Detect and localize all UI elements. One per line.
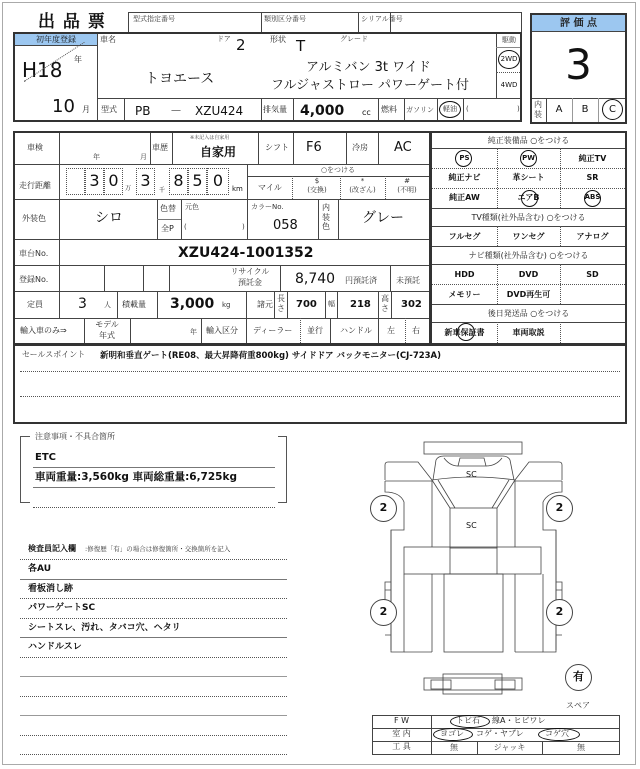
notes-label: 注意事項・不具合箇所	[35, 432, 115, 441]
rear-door	[443, 674, 502, 694]
mileage-digit: 8	[173, 171, 184, 190]
first-reg-year-unit: 年	[74, 55, 82, 64]
door-label: ドア	[217, 35, 231, 43]
height-label: 高さ	[381, 294, 389, 313]
notes-box	[20, 436, 287, 502]
inspector-line: ハンドルスレ	[28, 642, 82, 652]
grade-label: グレード	[340, 35, 368, 43]
front-left-fender	[385, 462, 432, 480]
navi-dvd-play[interactable]: DVD再生可	[506, 290, 551, 299]
inspector-line: シートスレ、汚れ、タバコ穴、ヘタリ	[28, 623, 181, 633]
score-label: 評 価 点	[560, 18, 597, 29]
tire-front-left: 2	[379, 501, 388, 514]
parallel-option[interactable]: 並行	[307, 326, 323, 335]
interior-burn-tear[interactable]: コゲ・ヤブレ	[476, 729, 524, 738]
recycle-value: 8,740	[295, 271, 336, 287]
model-code: XZU424	[195, 104, 244, 118]
spare-value: 有	[573, 670, 584, 683]
first-reg-month: 10	[52, 96, 75, 117]
displacement-unit: cc	[362, 108, 371, 117]
tv-oneseg[interactable]: ワンセグ	[512, 232, 545, 241]
km-unit: km	[232, 185, 243, 193]
fuel-gasoline[interactable]: ガソリン	[406, 106, 434, 114]
fw-crack[interactable]: 線A・ヒビワレ	[492, 716, 546, 725]
inspector-line: 各AU	[28, 564, 51, 574]
cab-rear	[404, 547, 541, 574]
model-year-label-1: モデル	[95, 320, 119, 329]
chassis-value: XZU424-1001352	[178, 245, 314, 261]
chassis-label: 車台No.	[19, 249, 49, 258]
notes-line: ETC	[35, 452, 56, 463]
drive-4wd: 4WD	[500, 81, 518, 89]
mileage-digit: 3	[89, 171, 100, 190]
sales-point-text: 新明和垂直ゲート(RE08、最大昇降荷重800kg) サイドドア バックモニター(CJ-723A)	[100, 351, 442, 361]
tire-rear-left: 2	[379, 605, 388, 618]
handle-label: ハンドル	[340, 326, 372, 335]
capacity-value: 3	[78, 296, 87, 312]
score-value: 3	[565, 40, 592, 89]
front-right-fender	[515, 462, 562, 480]
damage-mark-hood: SC	[466, 470, 477, 479]
history-label: 車歴	[152, 143, 168, 152]
document-title: 出 品 票	[38, 12, 106, 32]
navi-hdd[interactable]: HDD	[454, 270, 475, 279]
shift-value: F6	[306, 140, 322, 155]
grade-line-2: フルジャストロー パワーゲート付	[271, 78, 470, 93]
tools-jack[interactable]: ジャッキ	[493, 743, 526, 752]
load-value: 3,000	[170, 296, 215, 312]
exchanged-symbol: $	[314, 177, 320, 185]
full-paint-label: 全P	[161, 224, 174, 233]
shift-label: シフト	[265, 143, 289, 152]
dims-label: 諸元	[257, 300, 273, 309]
fuel-diesel[interactable]: 軽油	[443, 105, 457, 113]
mileage-digit: 0	[212, 171, 224, 190]
width-value: 218	[350, 299, 371, 310]
mile-option[interactable]: マイル	[258, 183, 282, 192]
dealer-option[interactable]: ディーラー	[253, 326, 293, 335]
car-name-label: 車名	[100, 35, 116, 44]
original-color-label: 元色	[185, 203, 199, 211]
shape-value: T	[296, 37, 306, 55]
drive-label: 駆動	[502, 36, 516, 44]
equip-airbag[interactable]: エアB	[517, 193, 540, 202]
recycle-unpaid[interactable]: 未預託	[396, 276, 420, 285]
inspection-label: 車検	[27, 143, 43, 152]
height-value: 302	[401, 299, 422, 310]
width-label: 幅	[328, 300, 335, 308]
navi-dvd[interactable]: DVD	[518, 270, 539, 279]
exterior-label: 外装色	[22, 214, 46, 223]
mileage-digit: 0	[108, 171, 119, 190]
tools-label: 工 具	[392, 742, 411, 751]
shape-label: 形状	[270, 35, 286, 44]
damage-mark-roof: SC	[466, 521, 477, 530]
load-label: 積載量	[122, 300, 146, 309]
tire-front-right: 2	[555, 501, 564, 514]
front-bumper	[424, 442, 522, 454]
spare-label: スペア	[566, 701, 590, 710]
equip-leather[interactable]: 革シート	[512, 173, 545, 182]
unknown-symbol: #	[404, 177, 410, 185]
equip-abs[interactable]: ABS	[584, 193, 601, 201]
recycle-label-2: 預託金	[238, 278, 262, 287]
import-label: 輸入車のみ⇒	[20, 326, 67, 335]
inspector-sublabel: :修復歴「有」の場合は修復箇所・交換箇所を記入	[85, 545, 231, 553]
interior-color-value: グレー	[362, 210, 404, 226]
fw-chip[interactable]: トビ石	[456, 716, 480, 725]
fuel-other-open: (	[466, 105, 469, 113]
fuel-label: 燃料	[381, 105, 397, 114]
recycle-label-1: リサイクル	[230, 267, 270, 276]
import-type-label: 輸入区分	[206, 326, 238, 335]
navi-memory[interactable]: メモリー	[448, 290, 481, 299]
sales-point-label: セールスポイント	[22, 350, 86, 359]
mileage-digit-box	[66, 168, 85, 195]
recolor-label: 色替	[160, 204, 176, 213]
color-no-value: 058	[273, 218, 298, 233]
notes-line: 車両重量:3,560kg 車両総重量:6,725kg	[35, 471, 237, 483]
handle-left[interactable]: 左	[387, 326, 395, 335]
car-diagram	[340, 430, 640, 700]
unknown-option[interactable]: (不明)	[397, 186, 417, 194]
paren-open: (	[184, 223, 187, 231]
equip-ps[interactable]: PS	[459, 154, 470, 162]
later-manual[interactable]: 車両取説	[512, 328, 545, 337]
mileage-label: 走行距離	[19, 181, 51, 190]
tampered-symbol: *	[360, 177, 365, 185]
equip-sr[interactable]: SR	[586, 173, 599, 182]
drive-2wd: 2WD	[500, 55, 518, 63]
cargo-roof	[444, 574, 503, 652]
door-value: 2	[236, 36, 246, 54]
length-label: 長さ	[277, 294, 285, 313]
reg-no-label: 登録No.	[19, 275, 49, 284]
history-note: ※未記入は自家用	[190, 135, 230, 141]
sen-unit: 千	[159, 187, 166, 194]
length-value: 700	[296, 299, 317, 310]
tv-analog[interactable]: アナログ	[576, 232, 609, 241]
model-year-unit: 年	[190, 328, 197, 336]
later-warranty[interactable]: 新車保証書	[444, 328, 485, 337]
tire-rear-right: 2	[555, 605, 564, 618]
later-title: 後日発送品 ○をつける	[487, 309, 570, 318]
ac-label: 冷房	[352, 143, 368, 152]
interior-option-b[interactable]: B	[581, 104, 589, 115]
mileage-digit: 3	[140, 171, 151, 190]
mark-note: ○をつける	[320, 166, 356, 174]
paren-close: )	[242, 223, 245, 231]
model-dash: －	[170, 104, 183, 118]
equip-navi[interactable]: 純正ナビ	[448, 173, 481, 182]
recycle-paid[interactable]: 円預託済	[345, 276, 377, 285]
capacity-label: 定員	[27, 300, 43, 309]
man-unit: 万	[125, 185, 132, 192]
exchanged-option[interactable]: (交換)	[307, 186, 327, 194]
fw-label: F W	[393, 716, 410, 725]
category-label: 類別区分番号	[264, 15, 306, 23]
history-value: 自家用	[200, 145, 237, 159]
interior-color-label: 内装色	[322, 203, 330, 232]
ac-value: AC	[394, 140, 412, 155]
inspection-month-unit: 月	[140, 153, 147, 161]
model-year-label-2: 年式	[99, 331, 115, 340]
tv-title: TV種類(社外品含む) ○をつける	[471, 213, 586, 222]
interior-option-c[interactable]: C	[609, 104, 616, 115]
model-prefix: PB	[135, 104, 151, 118]
tv-fullseg[interactable]: フルセグ	[448, 232, 481, 241]
interior-burn-hole[interactable]: コゲ穴	[545, 729, 569, 738]
displacement-label: 排気量	[263, 105, 287, 114]
equip-tv[interactable]: 純正TV	[578, 154, 607, 163]
color-no-label: カラーNo.	[251, 203, 284, 211]
equipment-title: 純正装備品 ○をつける	[487, 136, 570, 145]
navi-sd[interactable]: SD	[586, 270, 599, 279]
interior-option-a[interactable]: A	[555, 104, 563, 115]
exterior-value: シロ	[95, 210, 123, 226]
load-unit: kg	[222, 301, 231, 309]
handle-right[interactable]: 右	[412, 326, 420, 335]
inspection-year-unit: 年	[93, 153, 100, 161]
capacity-unit: 人	[104, 301, 111, 309]
fuel-other-close: )	[517, 105, 520, 113]
tampered-option[interactable]: (改ざん)	[349, 186, 376, 194]
first-reg-month-unit: 月	[82, 105, 90, 114]
equip-aw[interactable]: 純正AW	[449, 193, 480, 202]
grille	[458, 458, 486, 466]
grade-line-1: アルミバン 3t ワイド	[306, 60, 431, 75]
serial-label: シリアル番号	[361, 15, 403, 23]
interior-label: 内装	[534, 100, 542, 119]
interior-dirt[interactable]: ヨゴレ	[440, 729, 464, 738]
first-reg-label: 初年度登録	[36, 35, 76, 44]
mileage-digit: 5	[192, 171, 203, 190]
interior-row-label: 室 内	[392, 729, 411, 738]
displacement-value: 4,000	[300, 103, 345, 119]
car-name: トヨエース	[145, 71, 215, 87]
first-reg-year: H18	[22, 58, 63, 82]
tools-left[interactable]: 無	[450, 743, 458, 752]
inspector-line: 看板消し跡	[28, 584, 74, 594]
type-designation-label: 型式指定番号	[133, 15, 175, 23]
navi-title: ナビ種類(社外品含む) ○をつける	[468, 251, 589, 260]
model-label: 型式	[101, 105, 117, 114]
equip-pw[interactable]: PW	[522, 154, 535, 162]
tools-right[interactable]: 無	[577, 743, 585, 752]
inspector-line: パワーゲートSC	[28, 603, 96, 613]
inspector-label: 検査員記入欄	[28, 544, 76, 553]
